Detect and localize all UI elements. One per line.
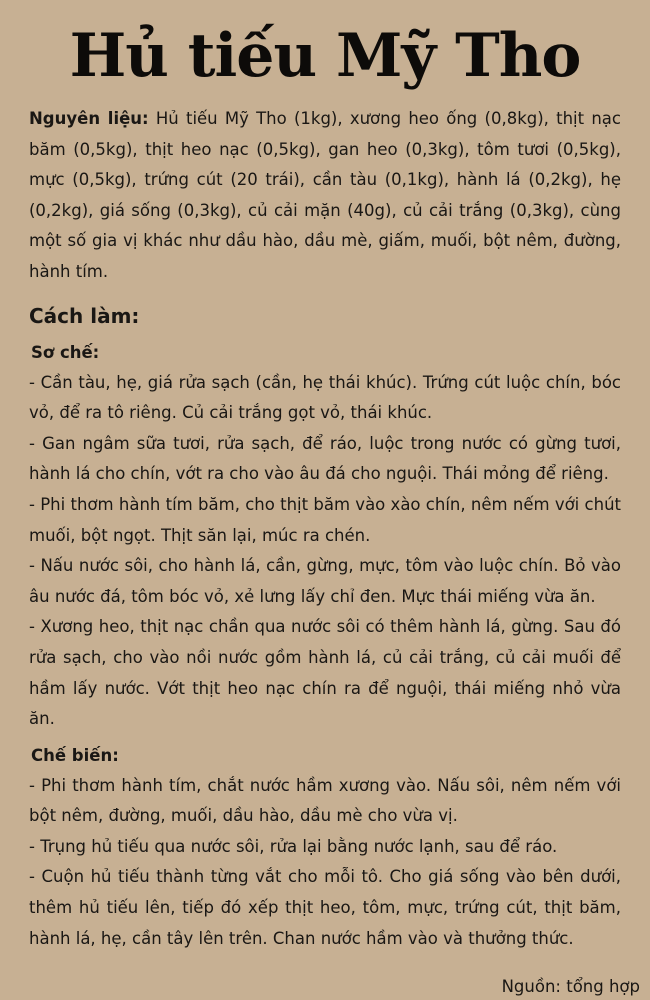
prep-step: - Xương heo, thịt nạc chần qua nước sôi có thêm hành lá, gừng. Sau đó rửa sạch, cho vào nồi nước gồm hành lá, củ cải trắng, củ cải muối để hầm lấy nước. Vớt thịt heo nạc chín ra để nguội, thái miếng nhỏ vừa ăn. (29, 617, 621, 729)
ingredients-label: Nguyên liệu: (29, 109, 149, 128)
method-heading: Cách làm: (29, 303, 140, 328)
cook-step: - Cuộn hủ tiếu thành từng vắt cho mỗi tô. Cho giá sống vào bên dưới, thêm hủ tiếu lên, tiếp đó xếp thịt heo, tôm, mực, trứng cút, thịt băm, hành lá, hẹ, cần tây lên trên. Chan nước hầm vào và thưởng thức. (29, 867, 621, 948)
cook-heading: Chế biến: (31, 745, 119, 765)
ingredients-text: Hủ tiếu Mỹ Tho (1kg), xương heo ống (0,8kg), thịt nạc băm (0,5kg), thịt heo nạc (0,5kg), gan heo (0,3kg), tôm tươi (0,5kg), mực (0,5kg), trứng cút (20 trái), cần tàu (0,1kg), hành lá (0,2kg), hẹ (0,2kg), giá sống (0,3kg), củ cải mặn (40g), củ cải trắng (0,3kg), cùng một số gia vị khác như dầu hào, dầu mè, giấm, muối, bột nêm, đường, hành tím. (29, 109, 621, 281)
prep-step: - Phi thơm hành tím băm, cho thịt băm vào xào chín, nêm nếm với chút muối, bột ngọt. Thịt săn lại, múc ra chén. (29, 494, 621, 545)
cook-step: - Phi thơm hành tím, chắt nước hầm xương vào. Nấu sôi, nêm nếm với bột nêm, đường, muối, dầu hào, dầu mè cho vừa vị. (29, 775, 621, 826)
prep-heading: Sơ chế: (31, 342, 100, 362)
prep-step: - Gan ngâm sữa tươi, rửa sạch, để ráo, luộc trong nước có gừng tươi, hành lá cho chín, vớt ra cho vào âu đá cho nguội. Thái mỏng để riêng. (29, 433, 621, 484)
cook-steps-list (29, 771, 621, 955)
prep-step: - Cần tàu, hẹ, giá rửa sạch (cần, hẹ thái khúc). Trứng cút luộc chín, bóc vỏ, để ra tô riêng. Củ cải trắng gọt vỏ, thái khúc. (29, 372, 621, 423)
cook-step: - Trụng hủ tiếu qua nước sôi, rửa lại bằng nước lạnh, sau để ráo. (29, 836, 558, 856)
page-title: Hủ tiếu Mỹ Tho (69, 21, 581, 91)
source-credit: Nguồn: tổng hợp (501, 977, 640, 996)
prep-step: - Nấu nước sôi, cho hành lá, cần, gừng, mực, tôm vào luộc chín. Bỏ vào âu nước đá, tôm bóc vỏ, xẻ lưng lấy chỉ đen. Mực thái miếng vừa ăn. (29, 556, 621, 606)
prep-steps-list (29, 368, 621, 735)
ingredients-paragraph (29, 104, 621, 288)
